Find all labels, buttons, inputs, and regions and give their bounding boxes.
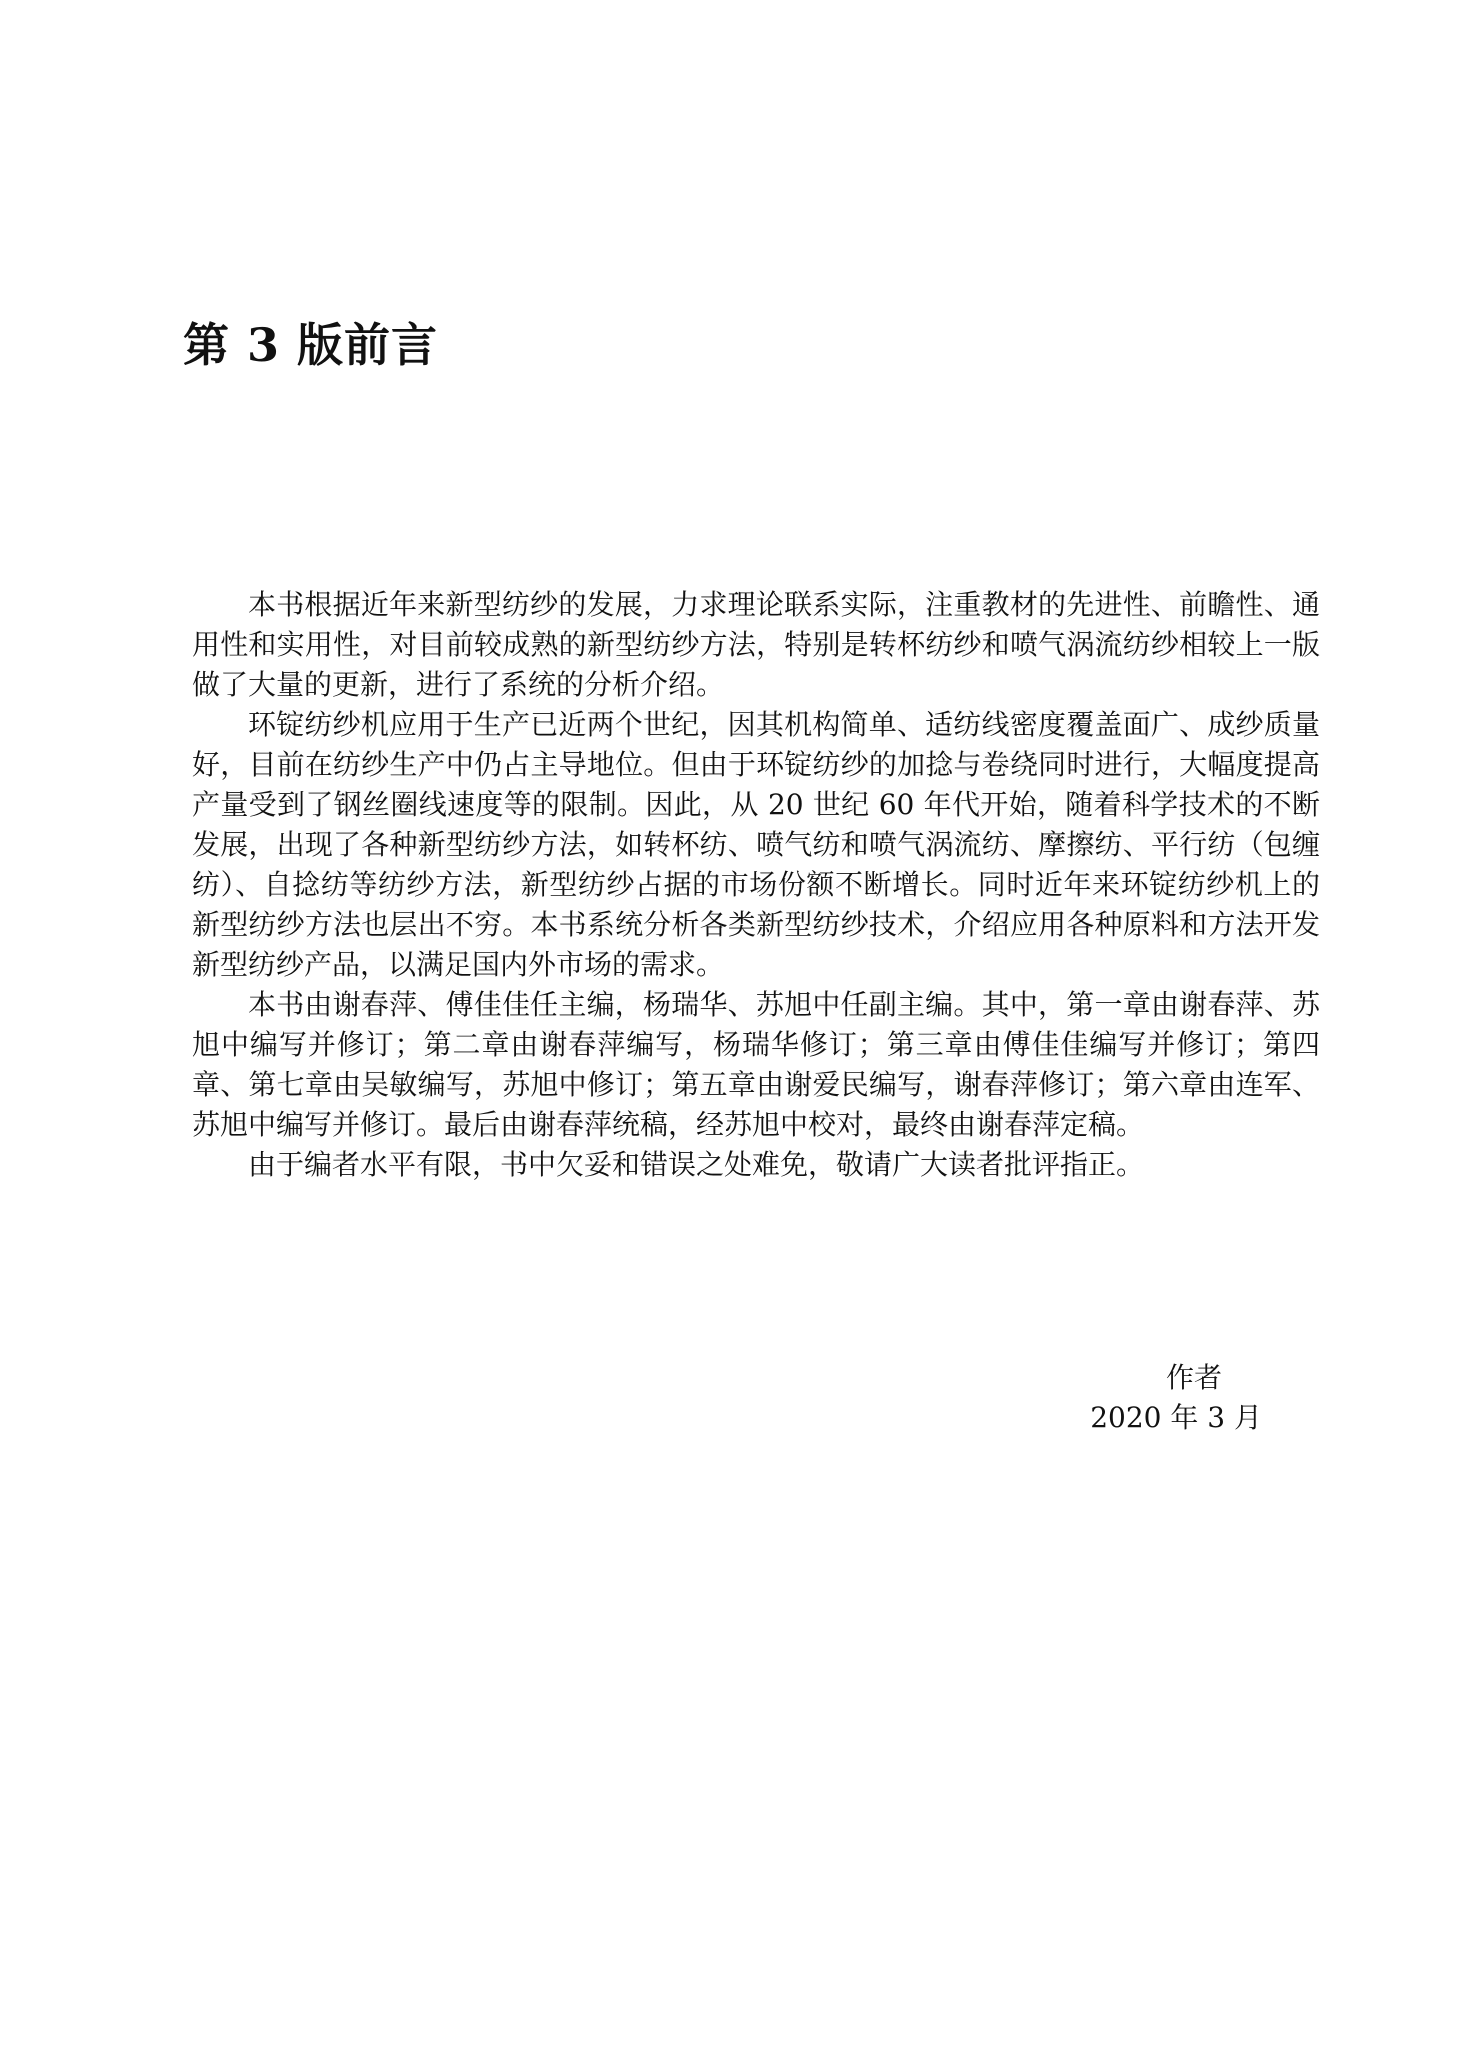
preface-title: 第 3 版前言 [183, 318, 439, 372]
preface-paragraph-4: 由于编者水平有限，书中欠妥和错误之处难免，敬请广大读者批评指正。 [248, 1148, 1145, 1181]
preface-body [192, 585, 1320, 1185]
preface-paragraph-1: 本书根据近年来新型纺纱的发展，力求理论联系实际，注重教材的先进性、前瞻性、通用性和实用性，对目前较成熟的新型纺纱方法，特别是转杯纺纱和喷气涡流纺纱相较上一版做了大量的更新，进行了系统的分析介绍。 [192, 588, 1320, 701]
signature-date: 2020 年 3 月 [1090, 1401, 1262, 1434]
signature-author: 作者 [1165, 1361, 1222, 1394]
signature-block [1090, 1358, 1262, 1438]
preface-paragraph-2: 环锭纺纱机应用于生产已近两个世纪，因其机构简单、适纺线密度覆盖面广、成纱质量好，目前在纺纱生产中仍占主导地位。但由于环锭纺纱的加捻与卷绕同时进行，大幅度提高产量受到了钢丝圈线速度等的限制。因此，从 20 世纪 60 年代开始，随着科学技术的不断发展，出现了各种新型纺纱方法，如转杯纺、喷气纺和喷气涡流纺、摩擦纺、平行纺（包缠纺）、自捻纺等纺纱方法，新型纺纱占据的市场份额不断增长。同时近年来环锭纺纱机上的新型纺纱方法也层出不穷。本书系统分析各类新型纺纱技术，介绍应用各种原料和方法开发新型纺纱产品，以满足国内外市场的需求。 [192, 708, 1320, 981]
preface-paragraph-3: 本书由谢春萍、傅佳佳任主编，杨瑞华、苏旭中任副主编。其中，第一章由谢春萍、苏旭中编写并修订；第二章由谢春萍编写，杨瑞华修订；第三章由傅佳佳编写并修订；第四章、第七章由吴敏编写，苏旭中修订；第五章由谢爱民编写，谢春萍修订；第六章由连军、苏旭中编写并修订。最后由谢春萍统稿，经苏旭中校对，最终由谢春萍定稿。 [192, 988, 1320, 1141]
